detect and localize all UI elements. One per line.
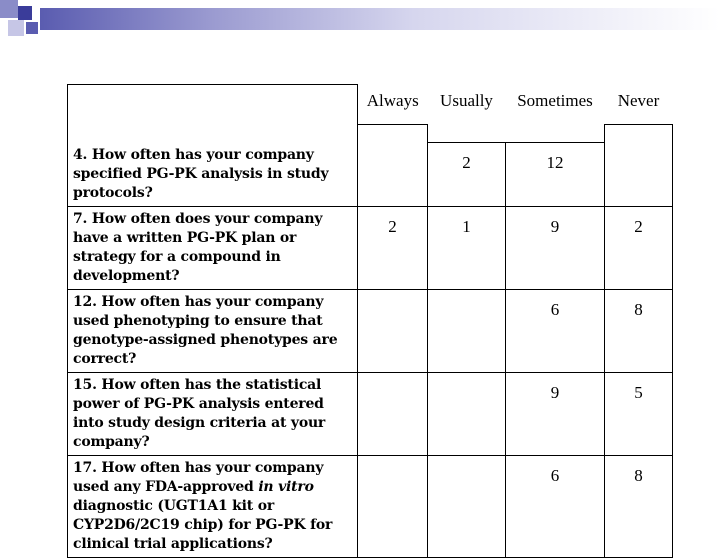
- table-row: [68, 289, 673, 372]
- title-bar-gradient: [40, 8, 720, 30]
- question-text-em: in vitro: [258, 478, 314, 495]
- header-sometimes: Sometimes: [517, 90, 593, 110]
- header-row: [68, 85, 673, 125]
- question-cell: [68, 455, 358, 557]
- value-always: 2: [358, 206, 428, 289]
- value-always: [358, 143, 428, 207]
- question-text: 7. How often does your company have a written PG-PK plan or strategy for a compound in development?: [73, 210, 323, 284]
- value-always: [358, 455, 428, 557]
- question-text-post: diagnostic (UGT1A1 kit or CYP2D6/2C19 chip) for PG-PK for clinical trial applications?: [73, 497, 333, 552]
- spacer-cell: [428, 125, 506, 143]
- value-usually: [428, 372, 506, 455]
- deco-square-2: [18, 6, 32, 20]
- table-row: [68, 455, 673, 557]
- question-text: 12. How often has your company used phenotyping to ensure that genotype-assigned phenotypes are correct?: [73, 293, 338, 367]
- question-cell: [68, 206, 358, 289]
- table-row: [68, 206, 673, 289]
- question-cell: [68, 372, 358, 455]
- spacer-cell: [68, 125, 358, 143]
- question-cell: [68, 143, 358, 207]
- deco-square-4: [26, 22, 38, 34]
- value-never: 8: [605, 289, 673, 372]
- value-usually: 2: [428, 143, 506, 207]
- value-always: [358, 289, 428, 372]
- value-sometimes: 9: [506, 206, 605, 289]
- survey-table: [67, 84, 673, 558]
- value-never: [605, 143, 673, 207]
- table-row: [68, 143, 673, 207]
- value-usually: [428, 289, 506, 372]
- value-never: 5: [605, 372, 673, 455]
- spacer-cell: [506, 125, 605, 143]
- deco-square-3: [8, 20, 24, 36]
- value-usually: 1: [428, 206, 506, 289]
- value-never: 8: [605, 455, 673, 557]
- value-sometimes: 6: [506, 455, 605, 557]
- value-usually: [428, 455, 506, 557]
- spacer-cell: [358, 125, 428, 143]
- question-cell: [68, 289, 358, 372]
- value-sometimes: 9: [506, 372, 605, 455]
- value-always: [358, 372, 428, 455]
- question-text-pre: 17. How often has your company used any FDA-approved: [73, 459, 324, 495]
- header-never: Never: [617, 90, 660, 110]
- question-text: 4. How often has your company specified PG-PK analysis in study protocols?: [73, 146, 329, 201]
- spacer-cell: [605, 125, 673, 143]
- deco-square-1: [0, 0, 18, 18]
- value-never: 2: [605, 206, 673, 289]
- header-usually: Usually: [440, 90, 493, 110]
- question-text: 15. How often has the statistical power of PG-PK analysis entered into study design criteria at your company?: [73, 376, 326, 450]
- header-blank-cell: [68, 85, 358, 125]
- table-row: [68, 372, 673, 455]
- header-always: Always: [366, 90, 419, 110]
- table-row: [68, 125, 673, 143]
- value-sometimes: 6: [506, 289, 605, 372]
- value-sometimes: 12: [506, 143, 605, 207]
